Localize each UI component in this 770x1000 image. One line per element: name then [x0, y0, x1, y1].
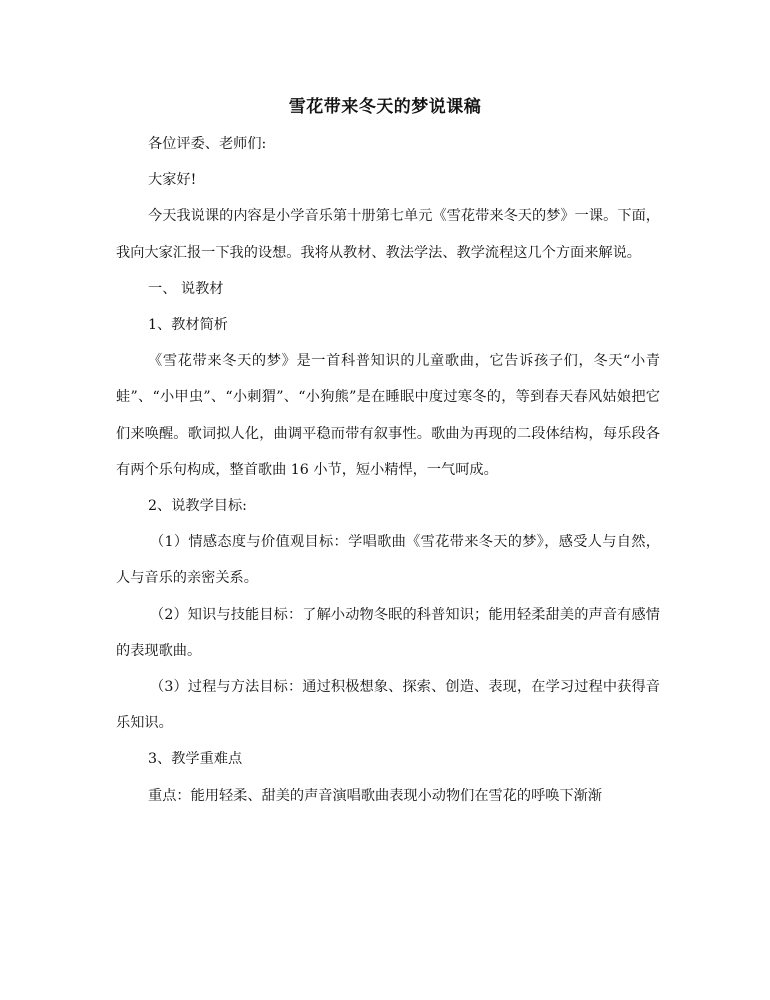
- paragraph-textbook-analysis: 《雪花带来冬天的梦》是一首科普知识的儿童歌曲，它告诉孩子们，冬天“小青蛙”、“小甲虫”、“小刺猬”、“小狗熊”是在睡眠中度过寒冬的，等到春天春风姑娘把它们来唤醒。歌词拟人化，曲调平稳而带有叙事性。歌曲为再现的二段体结构，每乐段各有两个乐句构成，整首歌曲 16 小节，短小精悍，一气呵成。: [116, 353, 660, 478]
- goal-item-emotion: （1）情感态度与价值观目标：学唱歌曲《雪花带来冬天的梦》，感受人与自然，人与音乐的亲密关系。: [116, 534, 660, 587]
- paragraph-key-points: 重点：能用轻柔、甜美的声音演唱歌曲表现小动物们在雪花的呼唤下渐渐: [148, 787, 603, 804]
- section-heading-textbook: 一、 说教材: [148, 280, 224, 297]
- paragraph-hello: 大家好!: [148, 172, 197, 189]
- subheading-textbook-analysis: 1、教材简析: [148, 317, 228, 334]
- subheading-teaching-goals: 2、说教学目标:: [148, 498, 247, 515]
- document-body: [116, 126, 660, 814]
- goal-item-knowledge: （2）知识与技能目标：了解小动物冬眠的科普知识；能用轻柔甜美的声音有感情的表现歌曲。: [116, 606, 660, 659]
- paragraph-greeting: 各位评委、老师们:: [148, 136, 267, 152]
- goal-item-process: （3）过程与方法目标：通过积极想象、探索、创造、表现，在学习过程中获得音乐知识。: [116, 679, 660, 732]
- document-title: 雪花带来冬天的梦说课稿: [288, 97, 482, 117]
- subheading-key-points: 3、教学重难点: [148, 751, 243, 768]
- paragraph-intro: 今天我说课的内容是小学音乐第十册第七单元《雪花带来冬天的梦》一课。下面，我向大家汇报一下我的设想。我将从教材、教法学法、教学流程这几个方面来解说。: [116, 208, 660, 261]
